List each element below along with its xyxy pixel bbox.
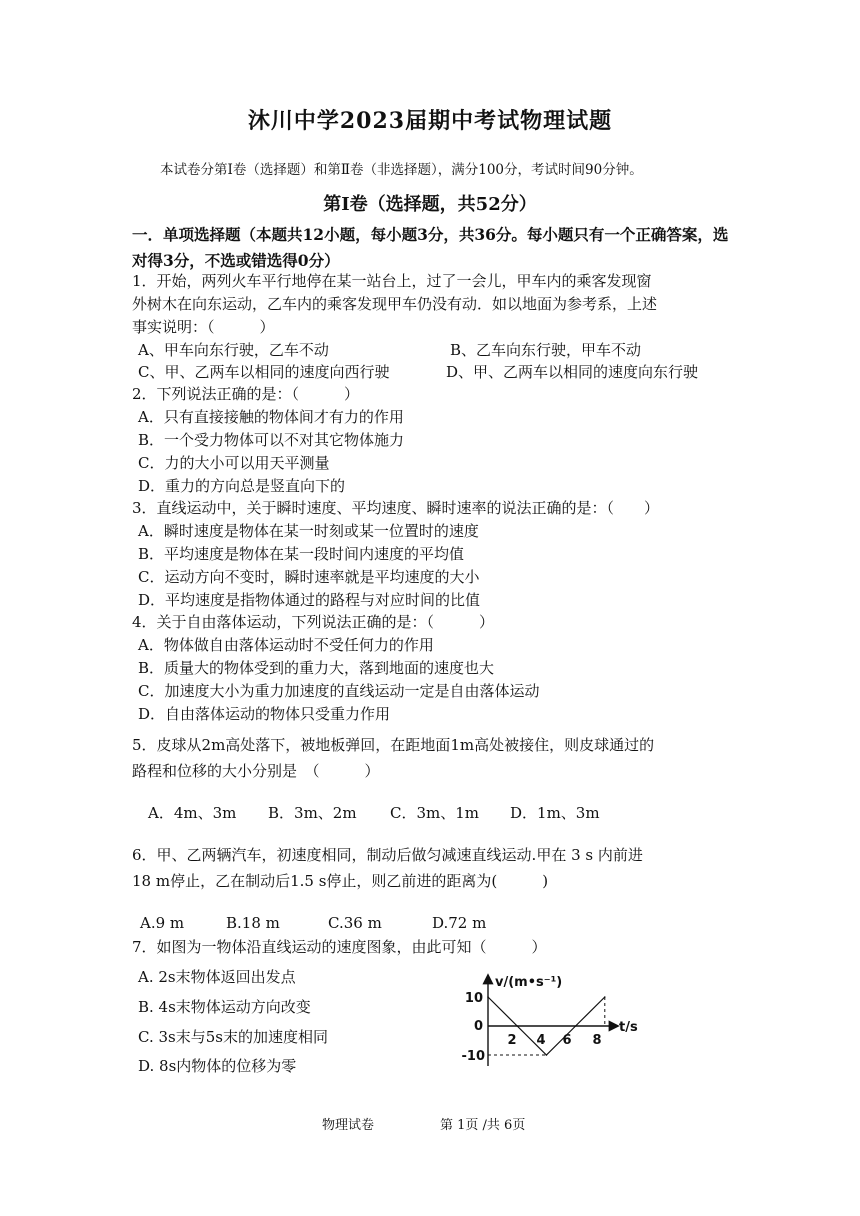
part1-title: 第Ⅰ卷（选择题，共52分） — [323, 194, 537, 215]
q7-option-c: C. 3s末与5s末的加速度相同 — [138, 1028, 328, 1046]
q1-option-c: C、甲、乙两车以相同的速度向西行驶 — [138, 363, 390, 381]
q7-option-d: D. 8s内物体的位移为零 — [138, 1057, 297, 1075]
q6-option-b: B.18 m — [226, 914, 280, 932]
q7-option-a: A. 2s末物体返回出发点 — [138, 968, 296, 986]
y-tick-label-10: 10 — [464, 991, 483, 1006]
q6-option-d: D.72 m — [432, 914, 487, 932]
q6-line-1: 6．甲、乙两辆汽车，初速度相同，制动后做匀减速直线运动.甲在 3 s 内前进 — [132, 846, 643, 864]
x-axis-label: t/s — [619, 1020, 638, 1035]
section1-heading: 一．单项选择题（本题共12小题，每小题3分，共36分。每小题只有一个正确答案，选对得3分，不选或错选得0分） — [132, 225, 729, 270]
q5-line-1: 5．皮球从2m高处落下，被地板弹回，在距地面1m高处被接住，则皮球通过的 — [132, 736, 655, 754]
q3-option-c: C．运动方向不变时，瞬时速率就是平均速度的大小 — [138, 568, 480, 586]
q7-option-b: B. 4s末物体运动方向改变 — [138, 998, 311, 1016]
q2-option-c: C．力的大小可以用天平测量 — [138, 454, 330, 472]
q3-stem: 3．直线运动中，关于瞬时速度、平均速度、瞬时速率的说法正确的是：（ ） — [132, 499, 660, 517]
data-point — [575, 1025, 577, 1027]
y-axis-label: v/(m•s⁻¹) — [495, 975, 563, 990]
q1-line-3: 事实说明：（ ） — [132, 318, 275, 336]
x-tick-label-6: 6 — [562, 1033, 572, 1048]
q5-option-a: A．4m、3m — [148, 804, 237, 822]
x-tick-label-8: 8 — [592, 1033, 602, 1048]
q4-option-d: D．自由落体运动的物体只受重力作用 — [138, 705, 391, 723]
data-point — [487, 996, 489, 998]
q2-option-d: D．重力的方向总是竖直向下的 — [138, 477, 346, 495]
q1-option-d: D、甲、乙两车以相同的速度向东行驶 — [446, 363, 699, 381]
q4-option-b: B．质量大的物体受到的重力大，落到地面的速度也大 — [138, 659, 495, 677]
data-point — [546, 1054, 548, 1056]
intro-text: 本试卷分第Ⅰ卷（选择题）和第Ⅱ卷（非选择题），满分100分，考试时间90分钟。 — [160, 162, 643, 178]
q6-option-c: C.36 m — [328, 914, 382, 932]
q2-option-a: A．只有直接接触的物体间才有力的作用 — [138, 408, 404, 426]
x-tick-label-4: 4 — [536, 1033, 546, 1048]
q1-line-2: 外树木在向东运动，乙车内的乘客发现甲车仍没有动．如以地面为参考系，上述 — [132, 295, 658, 313]
x-tick-label-2: 2 — [507, 1033, 517, 1048]
q6-option-a: A.9 m — [140, 914, 185, 932]
y-tick-label-0: 0 — [473, 1019, 483, 1034]
q5-option-c: C．3m、1m — [390, 804, 480, 822]
q5-line-2: 路程和位移的大小分别是 （ ） — [132, 762, 380, 780]
q1-line-1: 1．开始，两列火车平行地停在某一站台上，过了一会儿，甲车内的乘客发现窗 — [132, 272, 652, 290]
q3-option-a: A．瞬时速度是物体在某一时刻或某一位置时的速度 — [138, 522, 479, 540]
data-point — [516, 1025, 518, 1027]
q5-option-b: B．3m、2m — [268, 804, 357, 822]
q3-option-d: D．平均速度是指物体通过的路程与对应时间的比值 — [138, 591, 481, 609]
q4-stem: 4．关于自由落体运动，下列说法正确的是：（ ） — [132, 613, 495, 631]
q7-stem: 7．如图为一物体沿直线运动的速度图象，由此可知（ ） — [132, 938, 547, 956]
y-tick-label-neg10: -10 — [461, 1049, 485, 1064]
q4-option-c: C．加速度大小为重力加速度的直线运动一定是自由落体运动 — [138, 682, 540, 700]
q2-option-b: B．一个受力物体可以不对其它物体施力 — [138, 431, 405, 449]
q6-line-2: 18 m停止，乙在制动后1.5 s停止，则乙前进的距离为( ) — [132, 872, 549, 890]
data-point — [604, 996, 606, 998]
q3-option-b: B．平均速度是物体在某一段时间内速度的平均值 — [138, 545, 465, 563]
velocity-time-chart — [455, 968, 655, 1076]
q5-option-d: D．1m、3m — [510, 804, 600, 822]
footer-page-number: 第 1页 /共 6页 — [440, 1118, 526, 1133]
footer-subject: 物理试卷 — [322, 1118, 375, 1133]
q1-option-b: B、乙车向东行驶，甲车不动 — [450, 341, 642, 359]
q2-stem: 2．下列说法正确的是：（ ） — [132, 385, 360, 403]
q1-option-a: A、甲车向东行驶，乙车不动 — [138, 341, 329, 359]
page-title: 沐川中学2023届期中考试物理试题 — [247, 108, 613, 134]
q4-option-a: A．物体做自由落体运动时不受任何力的作用 — [138, 636, 434, 654]
